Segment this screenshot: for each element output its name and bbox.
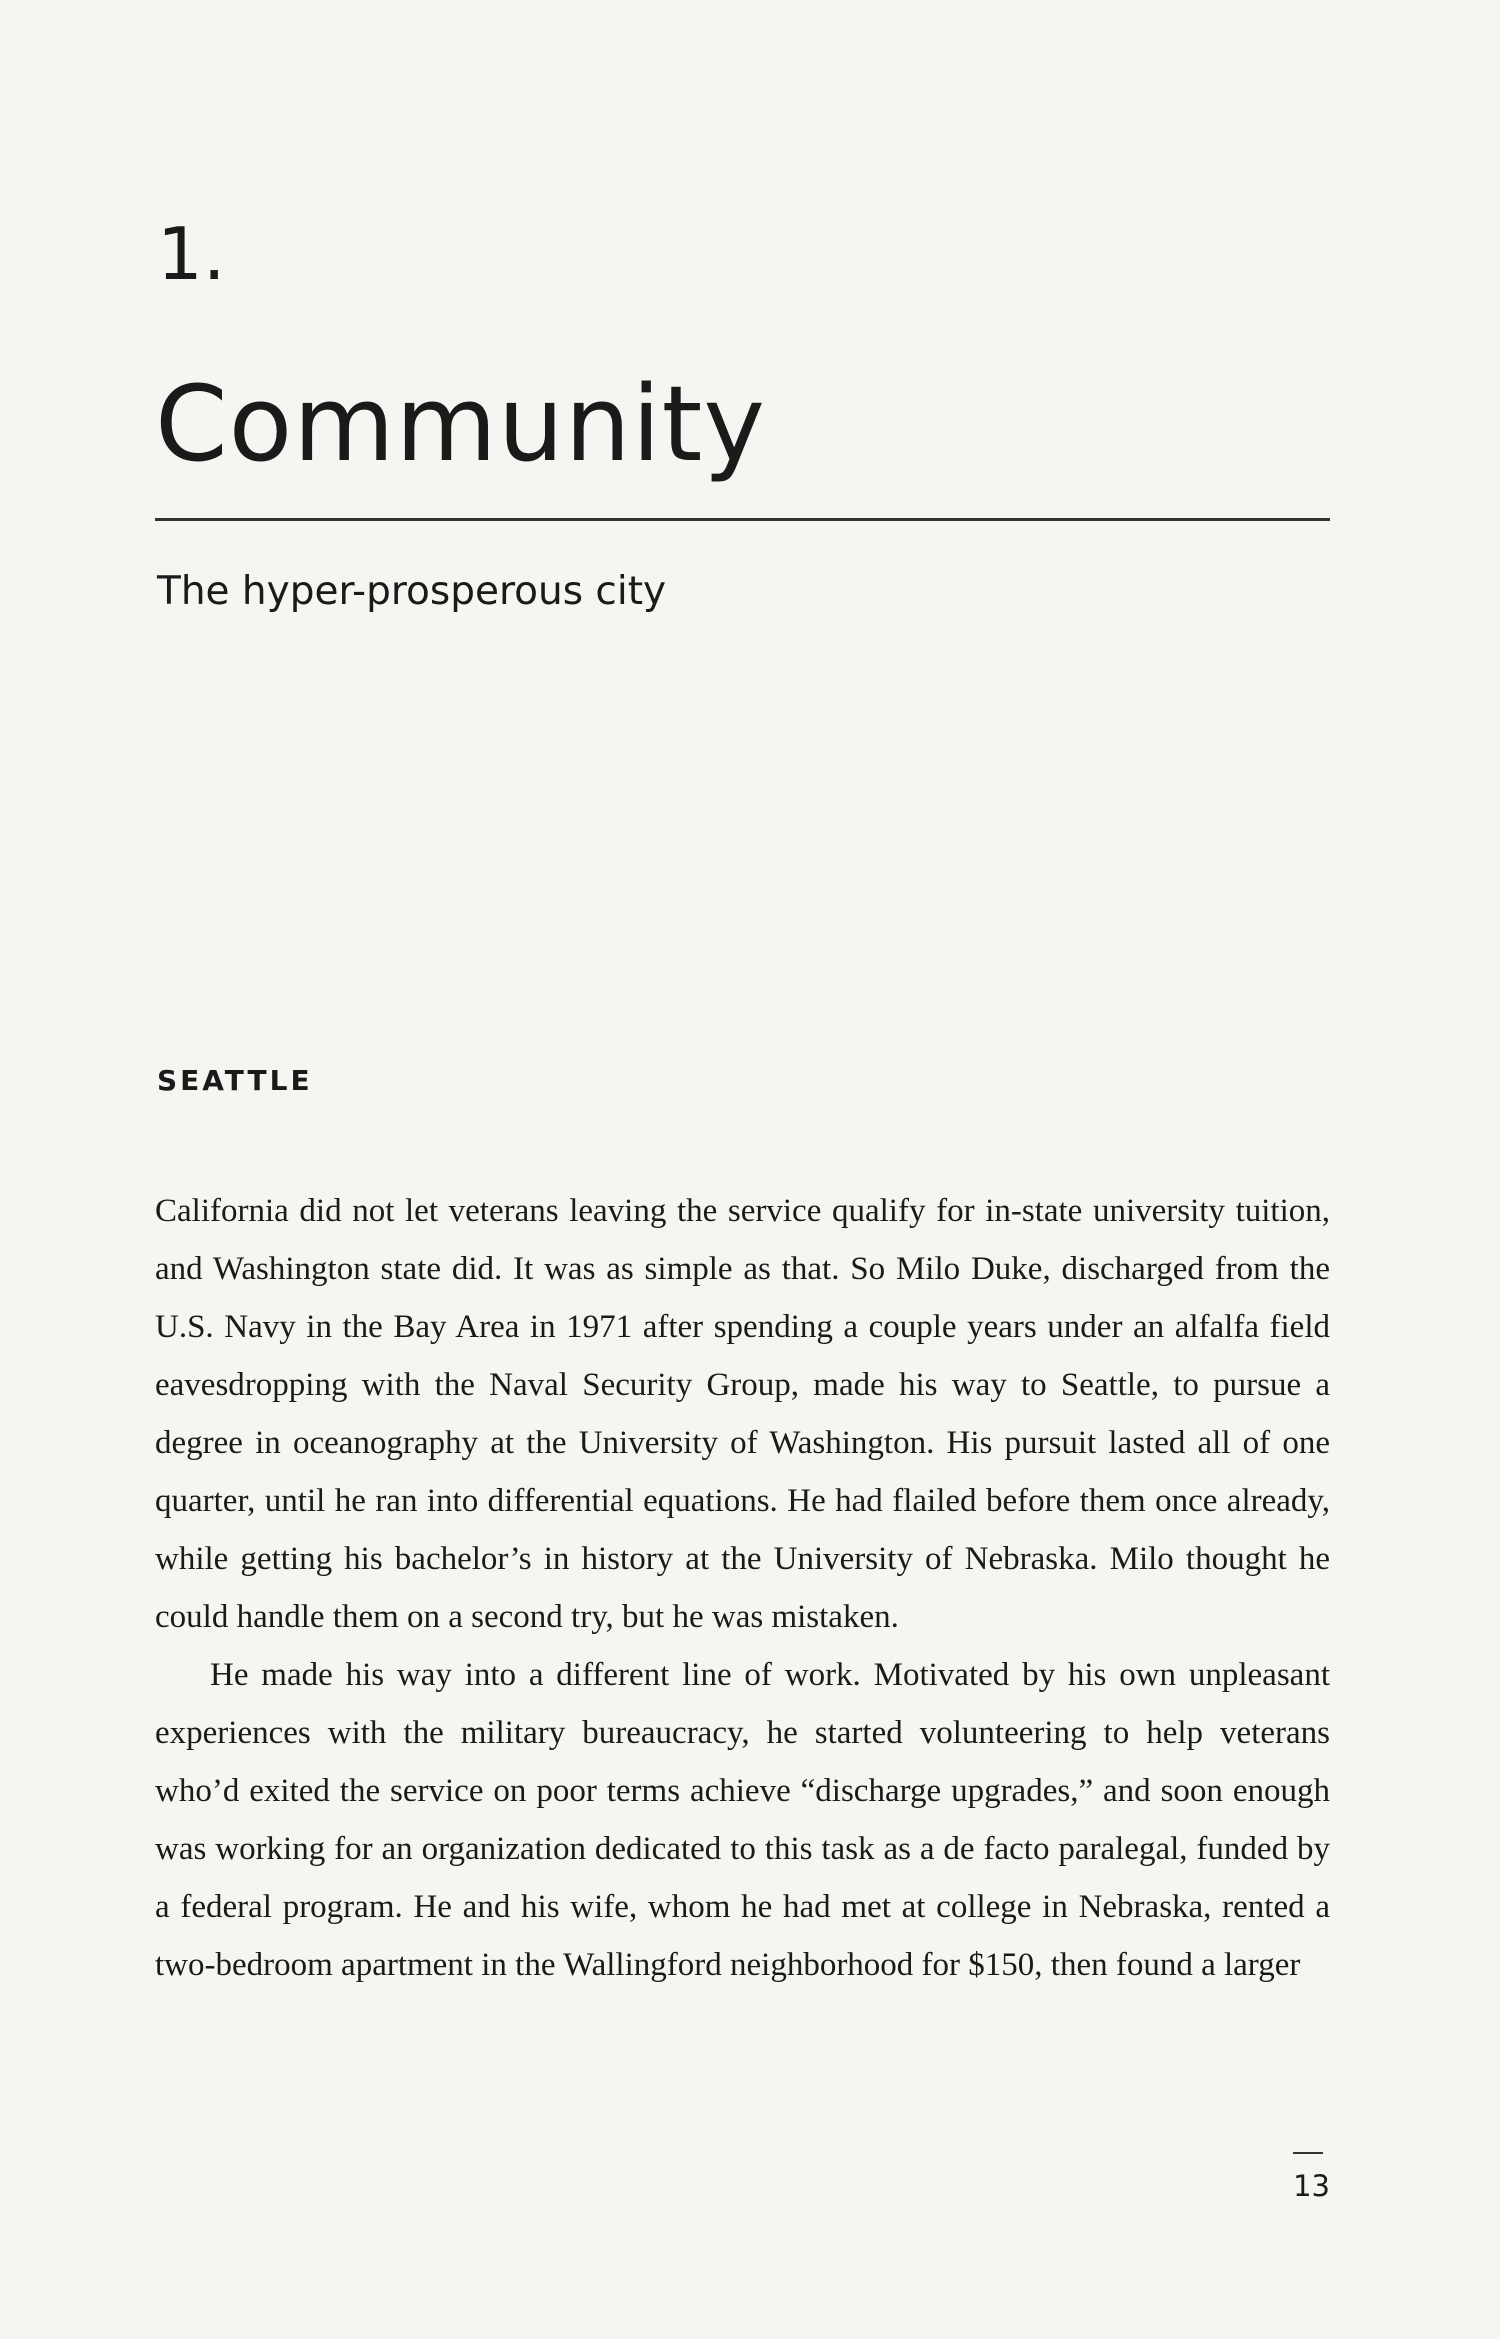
chapter-title: Community — [155, 363, 766, 485]
chapter-subtitle: The hyper-prosperous city — [157, 569, 667, 614]
paragraph-2: He made his way into a different line of work. Motivated by his own unpleasant experiences with the military bureaucracy, he started volunteering to help veterans who’d exited the service on poor terms achieve “discharge upgrades,” and soon enough was working for an organization dedicated to this task as a de facto paralegal, funded by a federal program. He and his wife, whom he had met at college in Nebraska, rented a two-bedroom apartment in the Wallingford neighborhood for $150, then found a larger — [155, 1657, 1330, 1983]
chapter-rule — [155, 518, 1330, 521]
page-number: 13 — [1293, 2169, 1330, 2203]
body-text — [155, 1182, 1330, 1994]
section-heading: SEATTLE — [157, 1064, 313, 1097]
chapter-number: 1. — [157, 212, 226, 296]
folio-rule — [1293, 2152, 1323, 2154]
paragraph-1: California did not let veterans leaving the service qualify for in-state university tuition, and Washington state did. It was as simple as that. So Milo Duke, discharged from the U.S. Navy in the Bay Area in 1971 after spending a couple years under an alfalfa field eavesdropping with the Naval Security Group, made his way to Seattle, to pursue a degree in oceanography at the University of Washington. His pursuit lasted all of one quarter, until he ran into differential equations. He had flailed before them once already, while getting his bachelor’s in history at the University of Nebraska. Milo thought he could handle them on a second try, but he was mistaken. — [155, 1193, 1330, 1635]
